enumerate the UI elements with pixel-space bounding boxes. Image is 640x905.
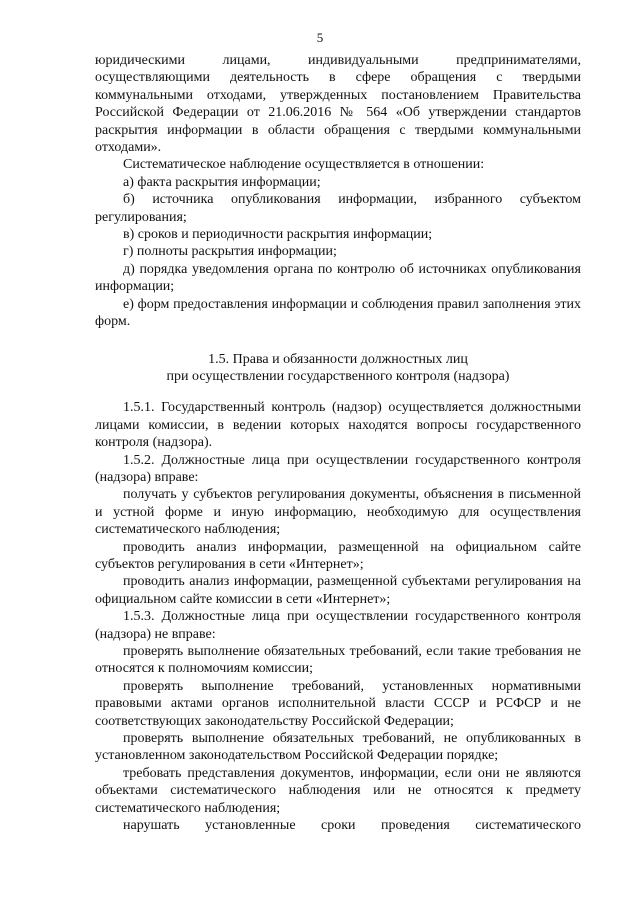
- list-item: получать у субъектов регулирования документы, объяснения в письменной и устной форме и иную информацию, необходимую для осуществления систематического наблюдения;: [95, 487, 581, 538]
- paragraph: 1.5.1. Государственный контроль (надзор) осуществляется должностными лицами комиссии, в ведении которых находятся вопросы государственного контроля (надзора).: [95, 400, 581, 451]
- section-heading: [95, 351, 581, 386]
- list-item: проверять выполнение требований, установленных нормативными правовыми актами органов исполнительной власти СССР и РСФСР и не соответствующих законодательству Российской Федерации;: [95, 678, 581, 729]
- list-item: б) источника опубликования информации, избранного субъектом регулирования;: [95, 192, 581, 225]
- list-item: д) порядка уведомления органа по контролю об источниках опубликования информации;: [95, 261, 581, 295]
- list-item: нарушать установленные сроки проведения систематического: [123, 818, 581, 834]
- paragraph: 1.5.2. Должностные лица при осуществлении государственного контроля (надзора) вправе:: [95, 452, 581, 485]
- list-item: проводить анализ информации, размещенной субъектами регулирования на официальном сайте комиссии в сети «Интернет»;: [95, 574, 581, 607]
- paragraph: юридическими лицами, индивидуальными предпринимателями, осуществляющими деятельность в сфере обращения с твердыми коммунальными отходами, утвержденных постановлением Правительства Российской Федерации от 21.06.2016 № 564 «Об утверждении стандартов раскрытия информации в области обращения с твердыми коммунальными отходами».: [95, 53, 581, 156]
- paragraph: 1.5.3. Должностные лица при осуществлении государственного контроля (надзора) не вправе:: [95, 609, 581, 642]
- list-item: в) сроков и периодичности раскрытия информации;: [123, 227, 433, 243]
- page-number: 5: [316, 30, 324, 45]
- list-item: проверять выполнение обязательных требований, не опубликованных в установленном законодательством Российской Федерации порядке;: [95, 731, 581, 764]
- list-item: проводить анализ информации, размещенной на официальном сайте субъектов регулирования в сети «Интернет»;: [95, 539, 581, 572]
- list-item: а) факта раскрытия информации;: [123, 174, 321, 190]
- paragraph: Систематическое наблюдение осуществляется в отношении:: [123, 157, 485, 173]
- section-heading-line: 1.5. Права и обязанности должностных лиц: [208, 351, 468, 367]
- list-item: требовать представления документов, информации, если они не являются объектами систематического наблюдения или не относятся к предмету систематического наблюдения;: [95, 765, 581, 816]
- document-body: [95, 52, 581, 834]
- list-item: е) форм предоставления информации и соблюдения правил заполнения этих форм.: [95, 296, 581, 330]
- list-item: г) полноты раскрытия информации;: [123, 244, 337, 260]
- section-heading-line: при осуществлении государственного контроля (надзора): [166, 368, 510, 384]
- list-item: проверять выполнение обязательных требований, если такие требования не относятся к полномочиям комиссии;: [95, 644, 581, 677]
